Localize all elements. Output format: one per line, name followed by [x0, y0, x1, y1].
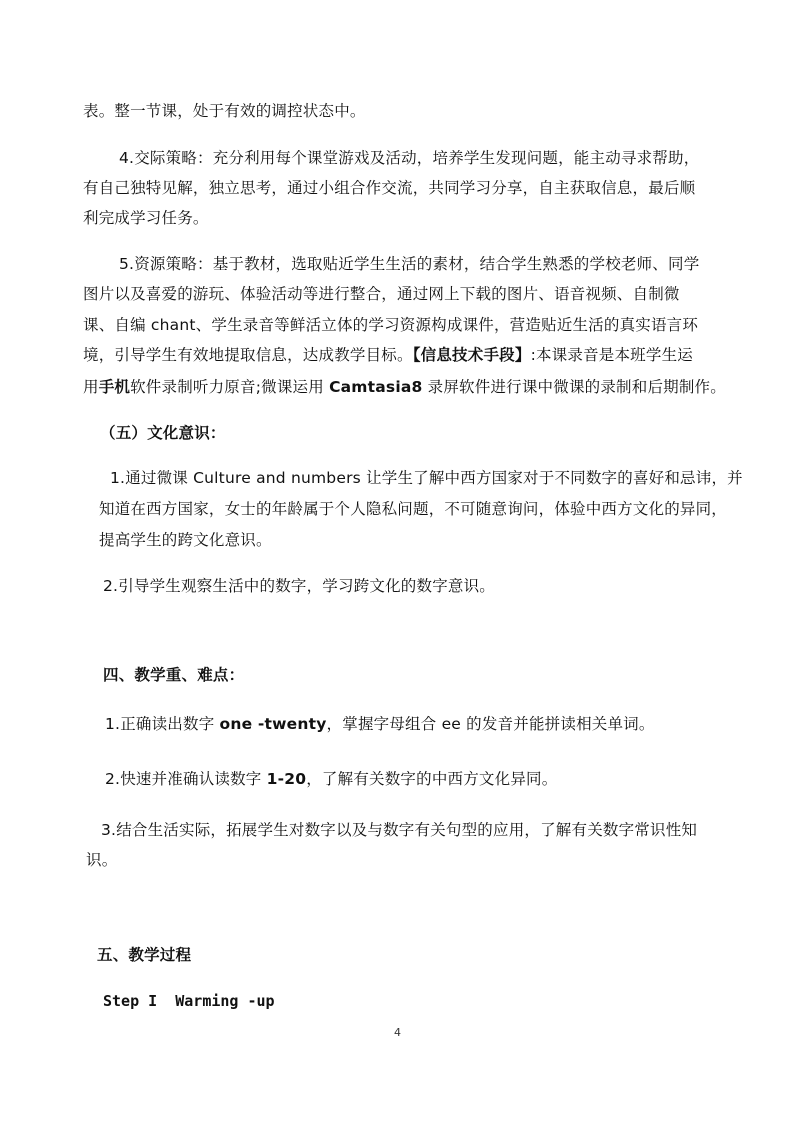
bold-text-run: 手机: [98, 378, 131, 396]
text-run: 2.快速并准确认读数字: [105, 770, 267, 788]
text-run: 境，引导学生有效地提取信息，达成教学目标。: [83, 346, 413, 364]
text-run: 用: [83, 378, 99, 396]
paragraph-line: 图片以及喜爱的游玩、体验活动等进行整合，通过网上下载的图片、语音视频、自制微: [83, 285, 680, 303]
paragraph-line-mixed: [83, 345, 693, 365]
list-item: [105, 769, 557, 789]
paragraph-line: 课、自编 chant、学生录音等鲜活立体的学习资源构成课件，营造贴近生活的真实语言环: [83, 316, 699, 334]
text-run: ，了解有关数字的中西方文化异同。: [306, 770, 558, 788]
bold-text-run: Camtasia8: [329, 378, 423, 396]
paragraph-line: 5.资源策略：基于教材，选取贴近学生生活的素材，结合学生熟悉的学校老师、同学: [119, 255, 700, 273]
bold-text-run: one -twenty: [219, 715, 327, 733]
text-run: ，掌握字母组合 ee 的发音并能拼读相关单词。: [326, 715, 655, 733]
paragraph-line: 利完成学习任务。: [83, 209, 209, 227]
bold-text-run: 【信息技术手段】: [412, 346, 531, 364]
list-item-line: 知道在西方国家，女士的年龄属于个人隐私问题，不可随意询问，体验中西方文化的异同，: [99, 500, 728, 518]
list-item-line: 3.结合生活实际，拓展学生对数字以及与数字有关句型的应用，了解有关数字常识性知: [101, 821, 698, 839]
bold-text-run: 1-20: [266, 770, 307, 788]
page-number: 4: [394, 1026, 401, 1039]
text-run: 1.正确读出数字: [105, 715, 220, 733]
section-heading: 五、教学过程: [97, 946, 192, 964]
step-title: Step I Warming -up: [103, 992, 275, 1010]
list-item-line: 提高学生的跨文化意识。: [99, 531, 272, 549]
paragraph-line: 有自己独特见解，独立思考，通过小组合作交流，共同学习分享，自主获取信息，最后顺: [83, 179, 696, 197]
text-run: 软件录制听力原音;微课运用: [130, 378, 330, 396]
section-heading: （五）文化意识：: [100, 424, 226, 442]
paragraph-line: 4.交际策略：充分利用每个课堂游戏及活动，培养学生发现问题，能主动寻求帮助，: [119, 149, 700, 167]
text-run: :本课录音是本班学生运: [530, 346, 693, 364]
text-run: 录屏软件进行课中微课的录制和后期制作。: [422, 378, 726, 396]
section-heading: 四、教学重、难点：: [103, 666, 245, 684]
paragraph-line: 表。整一节课，处于有效的调控状态中。: [83, 102, 366, 120]
list-item: 2.引导学生观察生活中的数字，学习跨文化的数字意识。: [103, 577, 495, 595]
paragraph-line-mixed: [83, 377, 726, 397]
list-item-line: 1.通过微课 Culture and numbers 让学生了解中西方国家对于不同数字的喜好和忌讳，并: [110, 469, 743, 487]
list-item-line: 识。: [86, 851, 118, 869]
list-item: [105, 714, 655, 734]
